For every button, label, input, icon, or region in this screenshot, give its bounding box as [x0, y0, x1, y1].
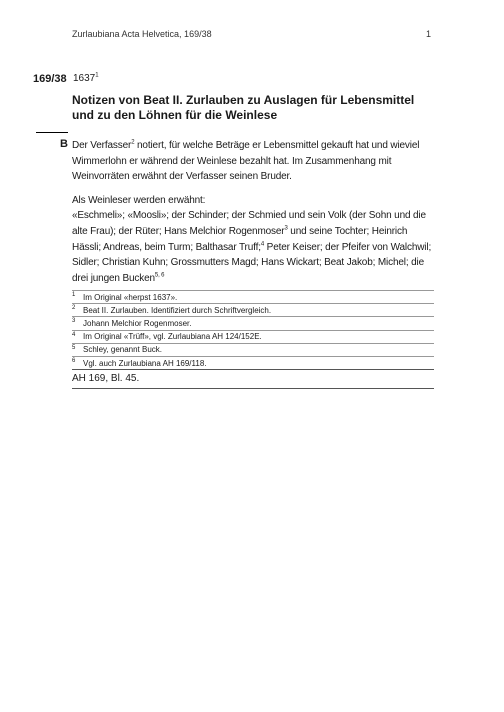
year-text: 1637	[73, 73, 96, 84]
summary-text-part: notiert, für welche Beträge er Lebensmittel gekauft hat und wieviel Wimmerlohn er während der Weinlese bezahlt hat. Im Zusammenhang mit Weinvorräten erwähnt der Verfasser seinen Bruder.	[72, 140, 420, 183]
pickers-list-part: Peter Keiser; der Pfeifer von Walchwil; Sidler; Christian Kuhn; Grossmutters Magd; Hans Wickart; Beat Jakob; Michel; die drei jungen Bucken	[72, 241, 432, 284]
footnote-ref-4: 4	[260, 241, 265, 248]
pickers-list	[72, 208, 436, 286]
footnote-mark: 4	[72, 331, 76, 338]
source-reference: AH 169, Bl. 45.	[72, 369, 434, 389]
footnote-mark: 2	[72, 305, 76, 312]
footnote-row	[72, 330, 434, 343]
footnote-ref-2: 2	[131, 139, 135, 146]
document-title: Notizen von Beat II. Zurlauben zu Auslagen für Lebensmittel und zu den Löhnen für die Weinlese	[72, 93, 415, 122]
footnote-text: Johann Melchior Rogenmoser.	[83, 318, 192, 328]
summary-paragraph	[72, 138, 436, 185]
footnote-row	[72, 290, 434, 303]
footnote-mark: 1	[72, 292, 76, 298]
footnote-row	[72, 343, 434, 356]
page-number: 1	[426, 29, 432, 39]
pickers-list-part: und seine Tochter; Heinrich Hässli; Andreas, beim Turm; Balthasar Truff;	[72, 225, 408, 253]
footnote-row	[72, 356, 434, 369]
document-number: 169/38	[33, 73, 67, 85]
footnote-ref-5-6: 5, 6	[154, 272, 165, 279]
footnote-mark: 3	[72, 318, 76, 325]
footnote-row	[72, 316, 434, 329]
summary-text	[72, 138, 436, 286]
summary-text-part: Der Verfasser	[72, 140, 132, 151]
footnote-ref-1: 1	[95, 72, 99, 79]
pickers-list-part: «Eschmeli»; «Moosli»; der Schinder; der Schmied und sein Volk (der Sohn und die alte Frau); der Rüter; Hans Melchior Rogenmoser	[72, 210, 426, 237]
pickers-intro: Als Weinleser werden erwähnt:	[72, 194, 206, 206]
footnote-ref-3: 3	[284, 225, 288, 232]
running-head: Zurlaubiana Acta Helvetica, 169/38	[72, 29, 212, 39]
footnote-text: Schley, genannt Buck.	[83, 345, 163, 355]
section-letter: B	[60, 138, 68, 150]
footnote-text: Vgl. auch Zurlaubiana AH 169/118.	[83, 358, 207, 368]
footnote-text: Beat II. Zurlauben. Identifiziert durch Schriftvergleich.	[83, 305, 272, 315]
footnote-mark: 6	[72, 357, 76, 364]
footnote-text: Im Original «herpst 1637».	[83, 292, 178, 302]
footnotes	[72, 290, 434, 389]
footnote-mark: 5	[72, 344, 76, 351]
title-divider	[36, 132, 68, 133]
document-year	[73, 73, 99, 84]
footnote-row	[72, 303, 434, 316]
footnote-text: Im Original «Trüff», vgl. Zurlaubiana AH 124/152E.	[83, 332, 262, 342]
